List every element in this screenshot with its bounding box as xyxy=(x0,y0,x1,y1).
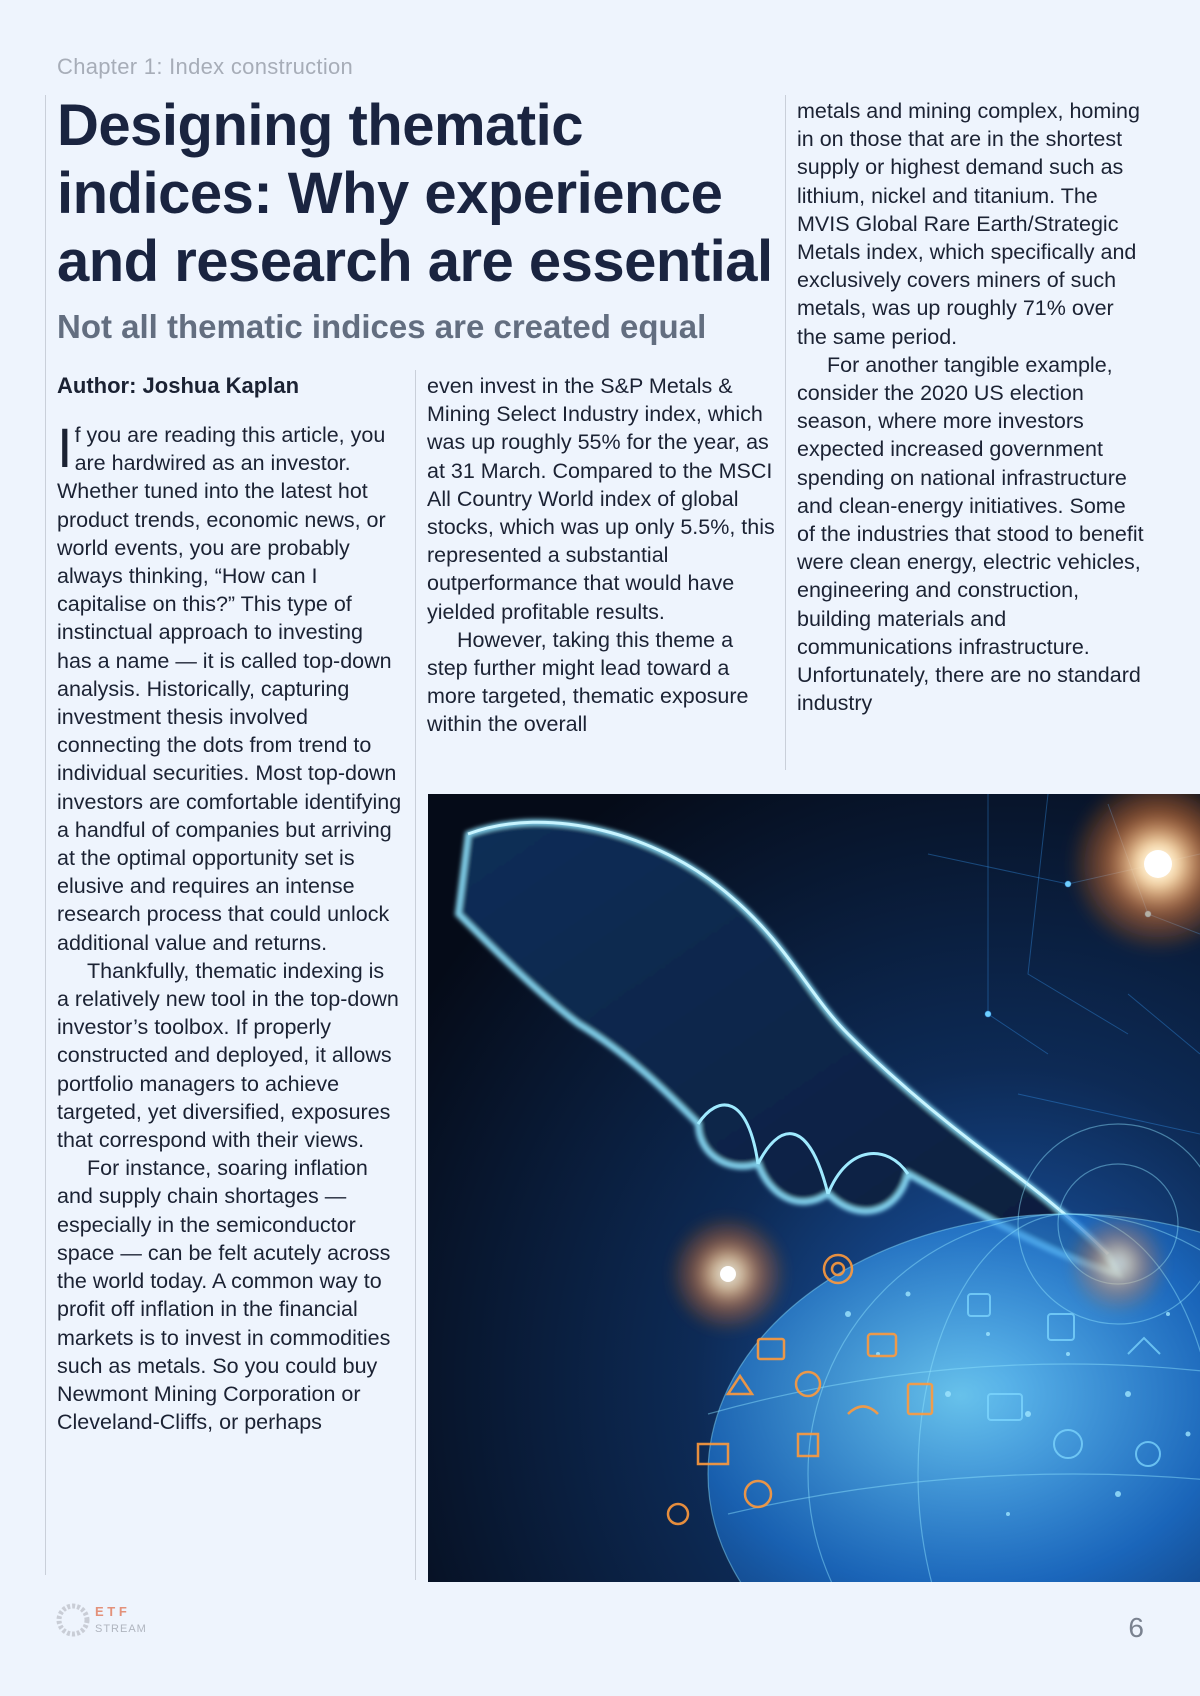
article-title: Designing thematic indices: Why experience and research are essential xyxy=(57,93,773,294)
chapter-label: Chapter 1: Index construction xyxy=(57,54,354,79)
paragraph: However, taking this theme a step further might lead toward a more targeted, thematic exposure within the overall xyxy=(427,627,749,737)
logo-ring-icon xyxy=(55,1600,165,1640)
logo-text-etf: E T F xyxy=(95,1604,127,1619)
article-column-1 xyxy=(57,416,402,1436)
drop-cap: I xyxy=(57,416,73,479)
paragraph: For another tangible example, consider the 2020 US election season, where more investors expected increased government spending on national infrastructure and clean-energy initiatives. Some of the industries that stood to benefit were clean energy, electric vehicles, engineering and construction, building materials and communications infrastructure. Unfortunately, there are no standard industry xyxy=(797,352,1144,716)
column-divider-middle xyxy=(415,370,416,1580)
paragraph: metals and mining complex, homing in on those that are in the shortest supply or highest demand such as lithium, nickel and titanium. The MVIS Global Rare Earth/Strategic Metals index, which specifically and exclusively covers miners of such metals, was up roughly 71% over the same period. xyxy=(797,99,1140,349)
paragraph: If you are reading this article, you are hardwired as an investor. Whether tuned into the latest hot product trends, economic news, or world events, you are probably always thinking, “How can I capitalise on this?” This type of instinctual approach to investing has a name — it is called top-down analysis. Historically, capturing investment thesis involved connecting the dots from trend to individual securities. Most top-down investors are comfortable identifying a handful of companies but arriving at the optimal opportunity set is elusive and requires an intense research process that could unlock additional value and returns. xyxy=(57,416,402,955)
digital-hand-illustration xyxy=(428,794,1200,1582)
paragraph: For instance, soaring inflation and supply chain shortages — especially in the semiconductor space — can be felt acutely across the world today. A common way to profit off inflation in the financial markets is to invest in commodities such as metals. So you could buy Newmont Mining Corporation or Cleveland-Cliffs, or perhaps xyxy=(57,1156,391,1435)
logo-text-stream: STREAM xyxy=(95,1623,147,1635)
column-divider-left xyxy=(45,95,46,1575)
paragraph: even invest in the S&P Metals & Mining Select Industry index, which was up roughly 55% for the year, as at 31 March. Compared to the MSCI All Country World index of global stocks, which was up only 5.5%, this represented a substantial outperformance that would have yielded profitable results. xyxy=(427,374,775,624)
column-divider-right xyxy=(785,95,786,770)
article-subtitle: Not all thematic indices are created equal xyxy=(57,308,707,345)
page-number: 6 xyxy=(1128,1612,1144,1643)
article-column-3 xyxy=(797,97,1147,717)
etf-stream-logo xyxy=(55,1600,165,1640)
digital-hand-icon xyxy=(428,794,1200,1582)
author-byline: Author: Joshua Kaplan xyxy=(57,373,300,398)
paragraph: Thankfully, thematic indexing is a relatively new tool in the top-down investor’s toolbox. If properly constructed and deployed, it allows portfolio managers to achieve targeted, yet diversified, exposures that correspond with their views. xyxy=(57,958,399,1153)
article-column-2 xyxy=(427,372,777,739)
